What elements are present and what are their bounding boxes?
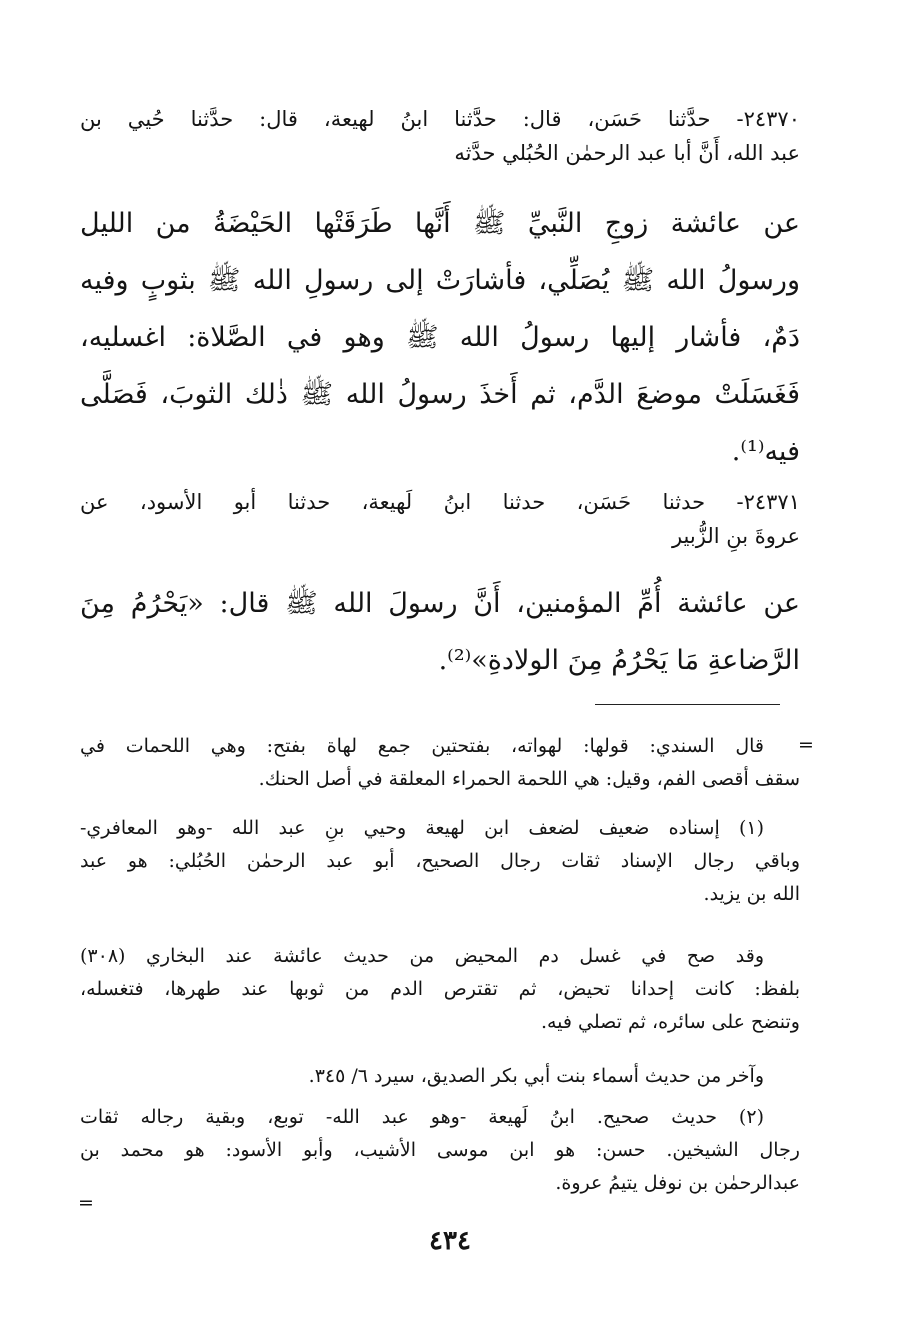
text-line: عن عائشة زوجِ النَّبيِّ ﷺ أَنَّها طَرَقَتْها الحَيْضَةُ من الليل (80, 208, 800, 239)
text-line: بلفظ: كانت إحدانا تحيض، ثم تقترص الدم من ثوبها عند طهرها، فتغسله، (80, 978, 800, 1000)
text-line: وتنضح على سائره، ثم تصلي فيه. (540, 1011, 800, 1033)
text-line: فَغَسَلَتْ موضعَ الدَّم، ثم أَخذَ رسولُ الله ﷺ ذٰلك الثوبَ، فَصَلَّى (80, 379, 800, 410)
text-line: الله بن يزيد. (703, 883, 800, 905)
hadith-24370-matn (80, 195, 800, 480)
text-line: عن عائشة أُمِّ المؤمنين، أَنَّ رسولَ الله ﷺ قال: «يَحْرُمُ مِنَ (80, 588, 800, 619)
text-line: (٢) حديث صحيح. ابنُ لَهيعة -وهو عبد الله- توبع، وبقية رجاله ثقات (80, 1106, 764, 1128)
text-line: دَمٌ، فأشار إليها رسولُ الله ﷺ وهو في الصَّلاة: اغسليه، (80, 322, 800, 353)
footnote-divider (595, 704, 780, 705)
text-line: وقد صح في غسل دم المحيض من حديث عائشة عند البخاري (٣٠٨) (80, 945, 764, 967)
text-line: ٢٤٣٧١- حدثنا حَسَن، حدثنا ابنُ لَهيعة، حدثنا أبو الأسود، عن (80, 490, 800, 514)
continuation-mark: = (78, 1192, 94, 1214)
text-line: فيه⁽¹⁾. (731, 436, 800, 467)
text-line: ورسولُ الله ﷺ يُصَلِّي، فأشارَتْ إلى رسولِ الله ﷺ بثوبٍ وفيه (80, 265, 800, 296)
text-line: وآخر من حديث أسماء بنت أبي بكر الصديق، سيرد ٦/ ٣٤٥. (308, 1065, 764, 1087)
hadith-24371-matn (80, 575, 800, 689)
footnote-2 (80, 1101, 800, 1200)
footnote-1-additional (80, 1060, 800, 1093)
footnote-continued (80, 730, 800, 796)
hadith-24371-isnad (80, 485, 800, 553)
text-line: عبدالرحمٰن بن نوفل يتيمُ عروة. (555, 1172, 800, 1194)
hadith-24370-isnad (80, 102, 800, 170)
text-line: ٢٤٣٧٠- حدَّثنا حَسَن، قال: حدَّثنا ابنُ لهيعة، قال: حدَّثنا حُيي بن (80, 107, 800, 131)
footnote-1-continued (80, 940, 800, 1039)
text-line: (١) إسناده ضعيف لضعف ابن لهيعة وحيي بنِ عبد الله -وهو المعافري- (80, 817, 764, 839)
footnote-1 (80, 812, 800, 911)
text-line: وباقي رجال الإسناد ثقات رجال الصحيح، أبو عبد الرحمٰن الحُبُلي: هو عبد (80, 850, 800, 872)
continuation-mark: = (798, 734, 814, 756)
page-number: ٤٣٤ (429, 1226, 471, 1256)
text-line: عبد الله، أَنَّ أبا عبد الرحمٰن الحُبُلي حدَّثه (454, 141, 800, 165)
text-line: الرَّضاعةِ مَا يَحْرُمُ مِنَ الولادةِ»⁽²⁾. (438, 645, 800, 676)
text-line: سقف أقصى الفم، وقيل: هي اللحمة الحمراء المعلقة في أصل الحنك. (258, 768, 800, 790)
text-line: رجال الشيخين. حسن: هو ابن موسى الأشيب، وأبو الأسود: هو محمد بن (80, 1139, 800, 1161)
text-line: عروةَ بنِ الزُّبير (671, 524, 800, 548)
text-line: قال السندي: قولها: لهواته، بفتحتين جمع لهاة بفتح: وهي اللحمات في (80, 735, 764, 757)
